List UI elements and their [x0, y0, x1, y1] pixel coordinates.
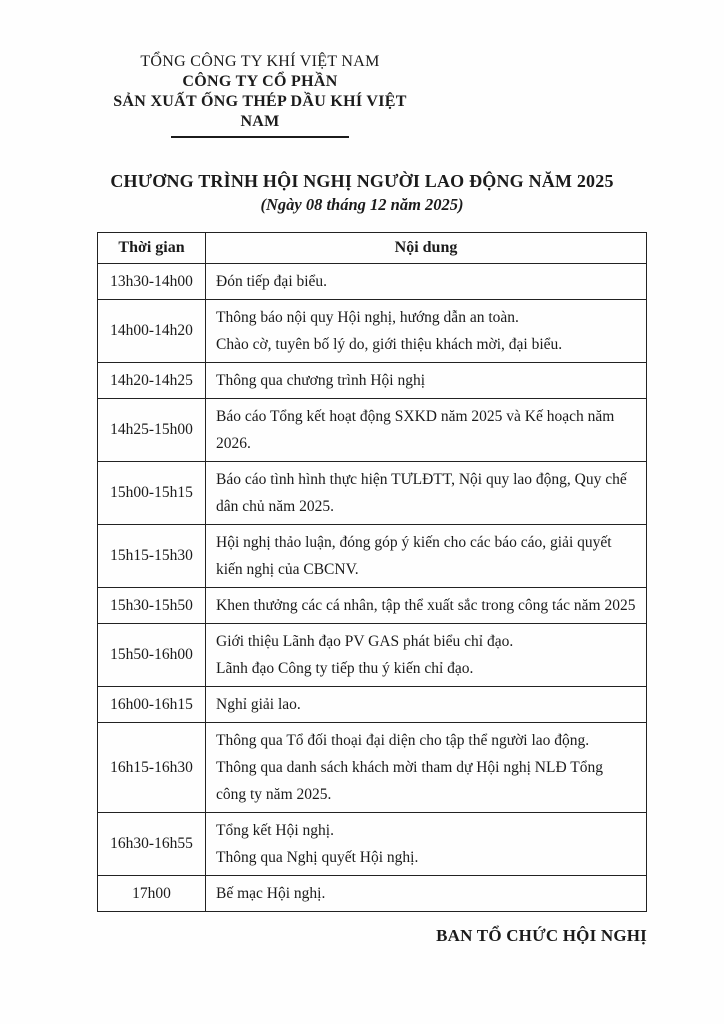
- column-header-time: Thời gian: [98, 233, 206, 264]
- time-cell: 15h30-15h50: [98, 588, 206, 624]
- content-line: Giới thiệu Lãnh đạo PV GAS phát biểu chỉ đạo.: [216, 633, 514, 650]
- table-row: [98, 300, 647, 363]
- time-cell: 16h30-16h55: [98, 813, 206, 876]
- content-line: Báo cáo Tổng kết hoạt động SXKD năm 2025 và Kế hoạch năm 2026.: [216, 408, 615, 452]
- table-row: [98, 624, 647, 687]
- time-cell: 16h15-16h30: [98, 723, 206, 813]
- document-date-subtitle: (Ngày 08 tháng 12 năm 2025): [260, 195, 464, 214]
- content-cell: [206, 525, 647, 588]
- column-header-content: Nội dung: [206, 233, 647, 264]
- time-cell: 13h30-14h00: [98, 264, 206, 300]
- table-row: [98, 813, 647, 876]
- time-cell: 17h00: [98, 876, 206, 912]
- time-cell: 15h15-15h30: [98, 525, 206, 588]
- content-line: Báo cáo tình hình thực hiện TƯLĐTT, Nội quy lao động, Quy chế dân chủ năm 2025.: [216, 471, 627, 515]
- content-cell: [206, 300, 647, 363]
- content-cell: [206, 624, 647, 687]
- table-row: [98, 363, 647, 399]
- content-cell: [206, 723, 647, 813]
- org-header: [92, 52, 428, 138]
- content-line: Thông qua chương trình Hội nghị: [216, 372, 426, 389]
- table-row: [98, 264, 647, 300]
- time-cell: 14h20-14h25: [98, 363, 206, 399]
- time-cell: 15h50-16h00: [98, 624, 206, 687]
- content-cell: [206, 462, 647, 525]
- content-line: Thông qua danh sách khách mời tham dự Hội nghị NLĐ Tổng công ty năm 2025.: [216, 759, 603, 803]
- table-row: [98, 687, 647, 723]
- agenda-table-head: [98, 233, 647, 264]
- agenda-table-body: [98, 264, 647, 912]
- content-line: Nghỉ giải lao.: [216, 696, 301, 713]
- time-cell: 14h25-15h00: [98, 399, 206, 462]
- table-row: [98, 723, 647, 813]
- table-row: [98, 462, 647, 525]
- time-cell: 15h00-15h15: [98, 462, 206, 525]
- content-line: Đón tiếp đại biểu.: [216, 273, 328, 290]
- agenda-table: [97, 232, 647, 912]
- content-line: Tổng kết Hội nghị.: [216, 822, 334, 839]
- time-cell: 14h00-14h20: [98, 300, 206, 363]
- content-cell: [206, 363, 647, 399]
- content-cell: [206, 399, 647, 462]
- time-cell: 16h00-16h15: [98, 687, 206, 723]
- header-row: [98, 233, 647, 264]
- table-row: [98, 588, 647, 624]
- org-name-company-type: CÔNG TY CỔ PHẦN: [182, 73, 338, 90]
- content-cell: [206, 813, 647, 876]
- content-line: Bế mạc Hội nghị.: [216, 885, 326, 902]
- table-row: [98, 525, 647, 588]
- content-line: Hội nghị thảo luận, đóng góp ý kiến cho các báo cáo, giải quyết kiến nghị của CBCNV.: [216, 534, 612, 578]
- content-block: [97, 232, 647, 946]
- content-cell: [206, 876, 647, 912]
- org-name-company: SẢN XUẤT ỐNG THÉP DẦU KHÍ VIỆT NAM: [113, 93, 407, 130]
- content-line: Lãnh đạo Công ty tiếp thu ý kiến chỉ đạo.: [216, 660, 474, 677]
- content-line: Thông báo nội quy Hội nghị, hướng dẫn an toàn.: [216, 309, 519, 326]
- content-line: Thông qua Tổ đối thoại đại diện cho tập thể người lao động.: [216, 732, 590, 749]
- content-cell: [206, 588, 647, 624]
- content-cell: [206, 264, 647, 300]
- table-row: [98, 876, 647, 912]
- content-line: Thông qua Nghị quyết Hội nghị.: [216, 849, 419, 866]
- org-name-parent: TỔNG CÔNG TY KHÍ VIỆT NAM: [140, 53, 380, 70]
- content-line: Chào cờ, tuyên bố lý do, giới thiệu khách mời, đại biểu.: [216, 336, 563, 353]
- signature-block: BAN TỔ CHỨC HỘI NGHỊ: [436, 926, 647, 945]
- header-underline-rule: [171, 136, 349, 138]
- content-cell: [206, 687, 647, 723]
- content-line: Khen thưởng các cá nhân, tập thể xuất sắc trong công tác năm 2025: [216, 597, 636, 614]
- document-title: CHƯƠNG TRÌNH HỘI NGHỊ NGƯỜI LAO ĐỘNG NĂM 2025: [110, 171, 614, 191]
- table-row: [98, 399, 647, 462]
